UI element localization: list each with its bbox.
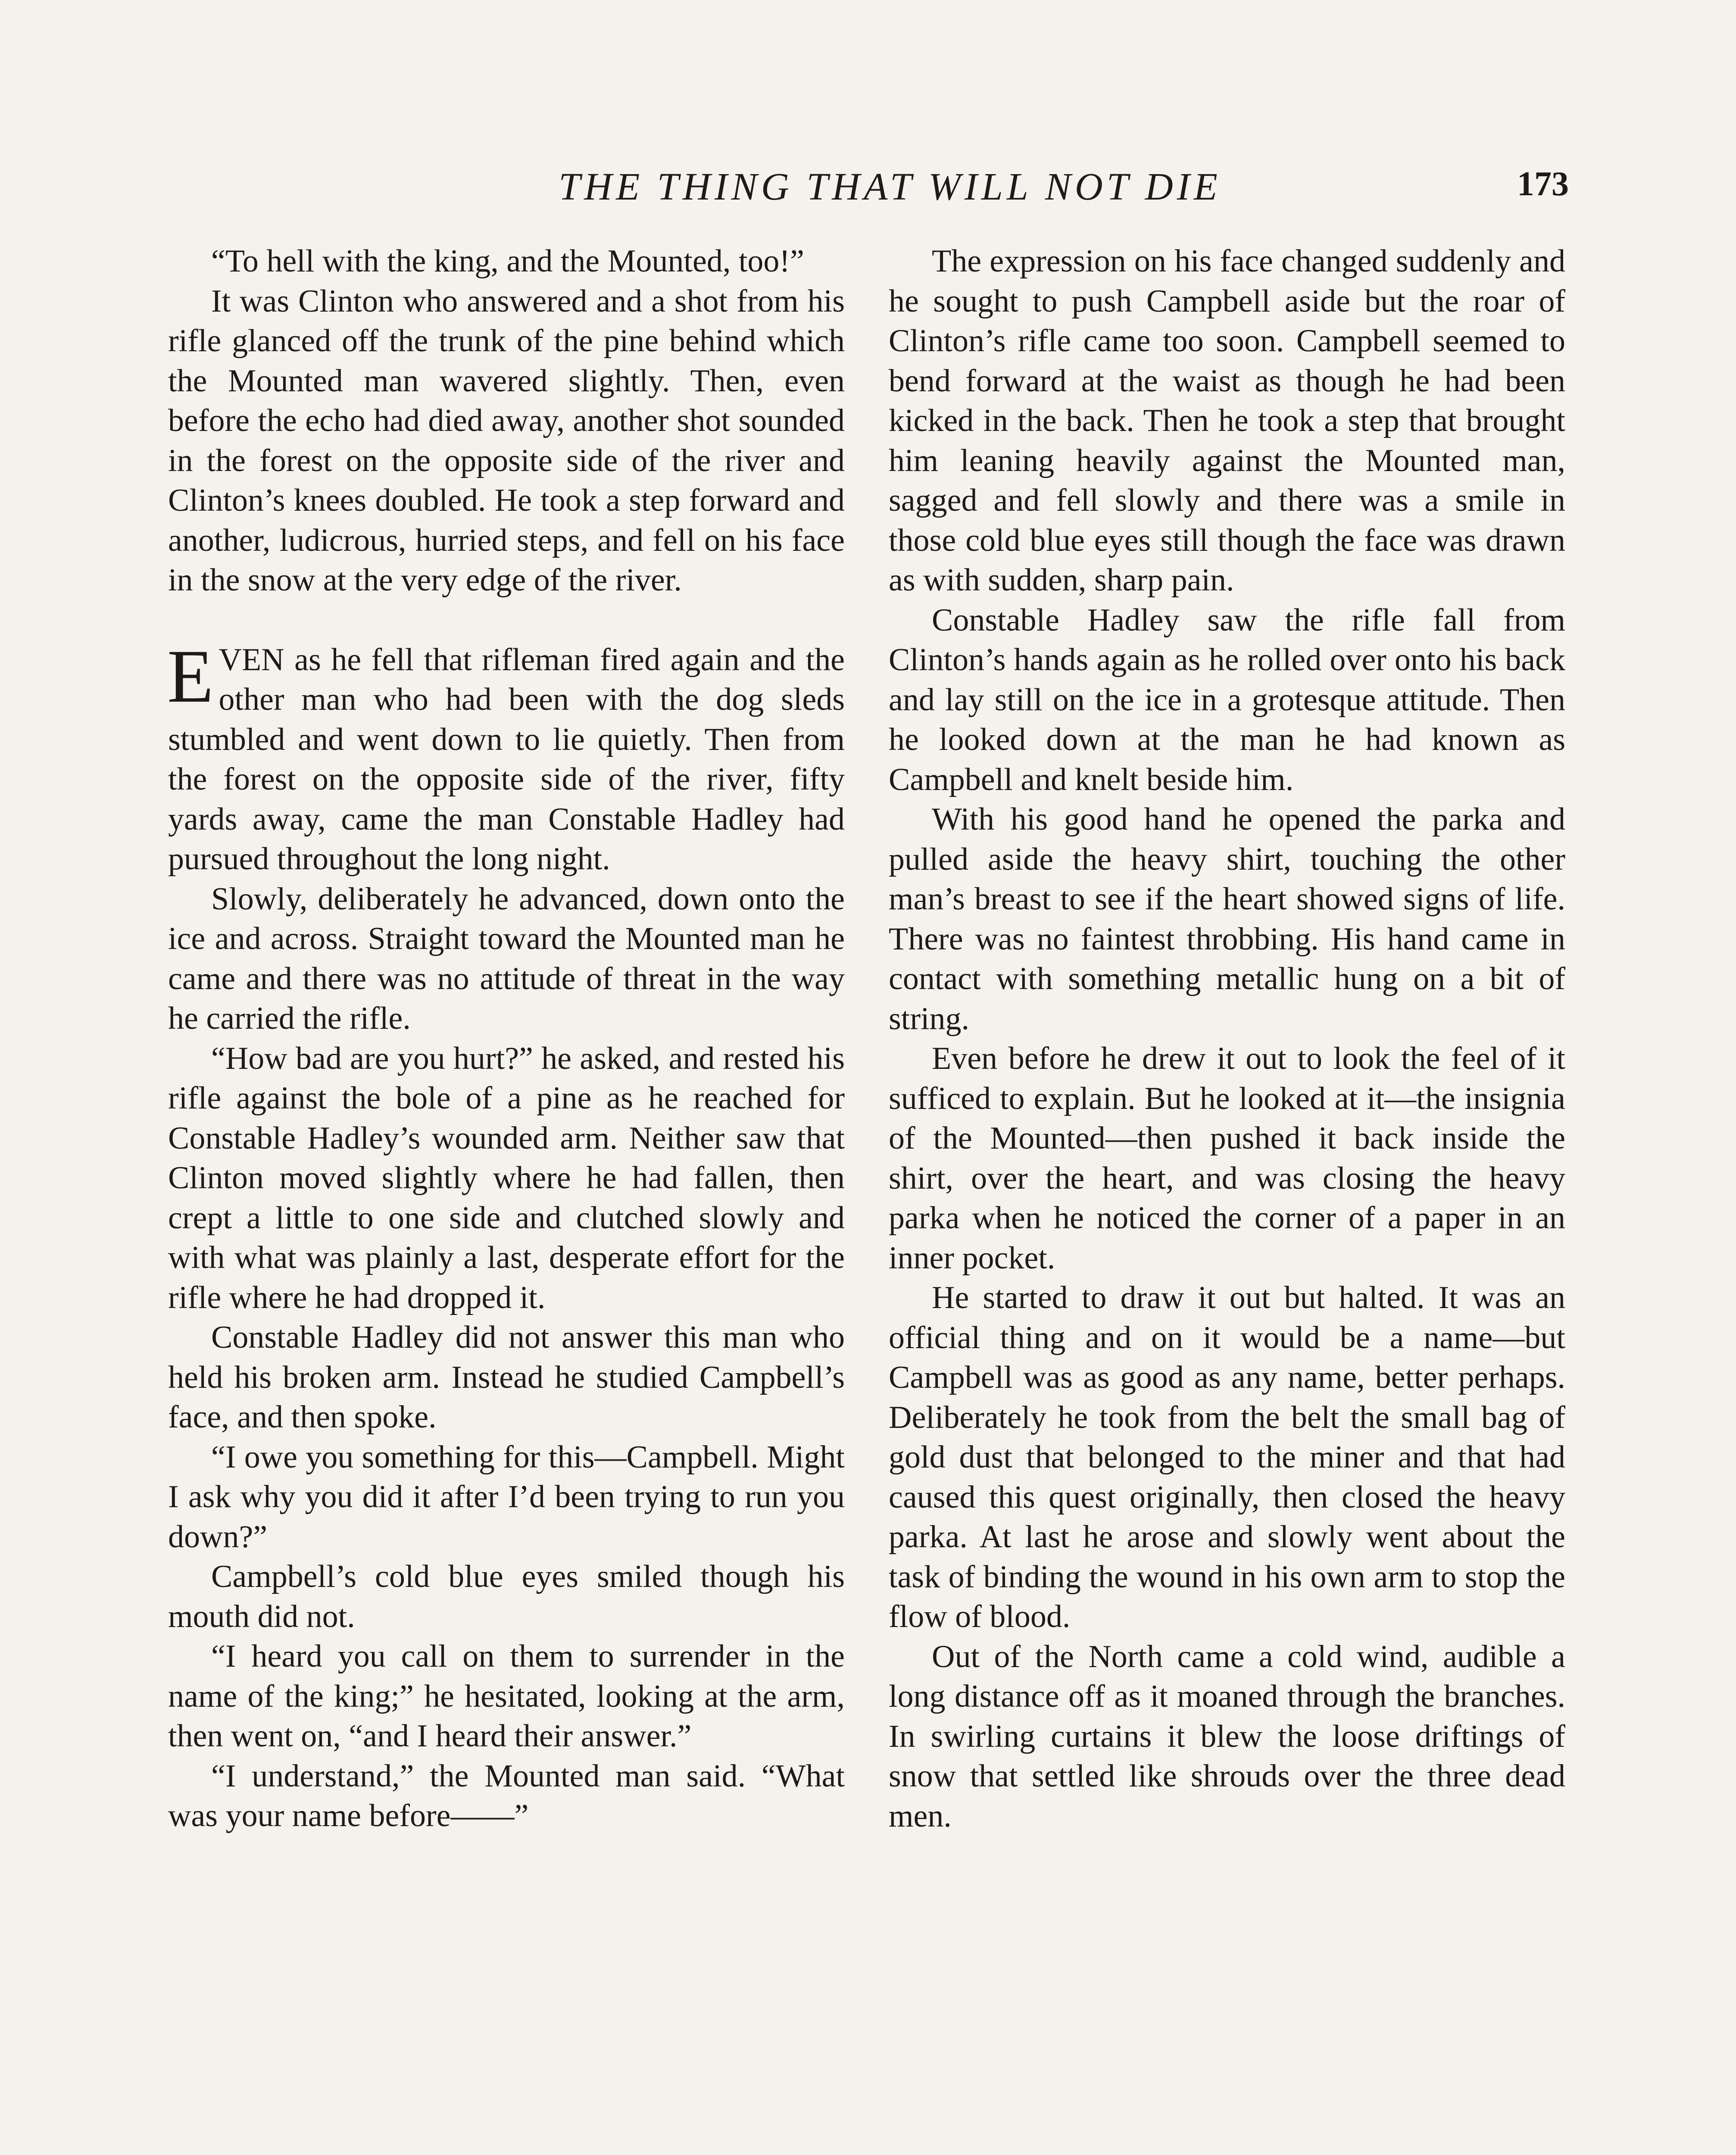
paragraph: “To hell with the king, and the Mounted, too!”: [211, 244, 804, 279]
page-number: 173: [1517, 165, 1569, 203]
paragraph: “I owe you something for this—Campbell. Might I ask why you did it after I’d been trying to run you down?”: [168, 1439, 845, 1555]
paragraph: Constable Hadley saw the rifle fall from Clinton’s hands again as he rolled over onto his back and lay still on the ice in a grotesque attitude. Then he looked down at the man he had known as Campbell and knelt beside him.: [889, 602, 1565, 797]
paragraph: Slowly, deliberately he advanced, down onto the ice and across. Straight toward the Mounted man he came and there was no attitude of threat in the way he carried the rifle.: [168, 881, 845, 1036]
paragraph-text: VEN as he fell that rifleman fired again and the other man who had been with the dog sleds stumbled and went down to lie quietly. Then from the forest on the opposite side of the river, fifty yards away, came the man Constable Hadley had pursued throughout the long night.: [168, 642, 845, 877]
paragraph: Out of the North came a cold wind, audible a long distance off as it moaned through the branches. In swirling curtains it blew the loose driftings of snow that settled like shrouds over the three dead men.: [889, 1639, 1565, 1834]
paragraph: Campbell’s cold blue eyes smiled though his mouth did not.: [168, 1559, 845, 1634]
paragraph: “I heard you call on them to surrender in the name of the king;” he hesitated, looking at the arm, then went on, “and I heard their answer.”: [168, 1639, 845, 1754]
paragraph: It was Clinton who answered and a shot from his rifle glanced off the trunk of the pine behind which the Mounted man wavered slightly. Then, even before the echo had died away, another shot sounded in the forest on the opposite side of the river and Clinton’s knees doubled. He took a step forward and another, ludicrous, hurried steps, and fell on his face in the snow at the very edge of the river.: [168, 283, 845, 598]
right-text-column: [889, 241, 1565, 1836]
running-title: THE THING THAT WILL NOT DIE: [559, 166, 1221, 208]
paragraph: The expression on his face changed suddenly and he sought to push Campbell aside but the roar of Clinton’s rifle came too soon. Campbell seemed to bend forward at the waist as though he had been kicked in the back. Then he took a step that brought him leaning heavily against the Mounted man, sagged and fell slowly and there was a smile in those cold blue eyes still though the face was drawn as with sudden, sharp pain.: [889, 244, 1565, 598]
paragraph: Constable Hadley did not answer this man who held his broken arm. Instead he studied Campbell’s face, and then spoke.: [168, 1320, 845, 1435]
paragraph: “I understand,” the Mounted man said. “What was your name before——”: [168, 1758, 845, 1833]
drop-cap: E: [167, 634, 214, 718]
paragraph: Even before he drew it out to look the feel of it sufficed to explain. But he looked at it—the insignia of the Mounted—then pushed it back inside the shirt, over the heart, and was closing the heavy parka when he noticed the corner of a paper in an inner pocket.: [889, 1041, 1565, 1276]
left-text-column: [168, 241, 845, 1836]
paragraph: He started to draw it out but halted. It was an official thing and on it would be a name—but Campbell was as good as any name, better perhaps. Deliberately he took from the belt the small bag of gold dust that belonged to the miner and that had caused this quest originally, then closed the heavy parka. At last he arose and slowly went about the task of binding the wound in his own arm to stop the flow of blood.: [889, 1280, 1565, 1634]
dropcap-paragraph: [167, 634, 845, 879]
paragraph: With his good hand he opened the parka and pulled aside the heavy shirt, touching the other man’s breast to see if the heart showed signs of life. There was no faintest throbbing. His hand came in contact with something metallic hung on a bit of string.: [889, 802, 1565, 1037]
paragraph: “How bad are you hurt?” he asked, and rested his rifle against the bole of a pine as he reached for Constable Hadley’s wounded arm. Neither saw that Clinton moved slightly where he had fallen, then crept a little to one side and clutched slowly and with what was plainly a last, desperate effort for the rifle where he had dropped it.: [168, 1040, 845, 1315]
